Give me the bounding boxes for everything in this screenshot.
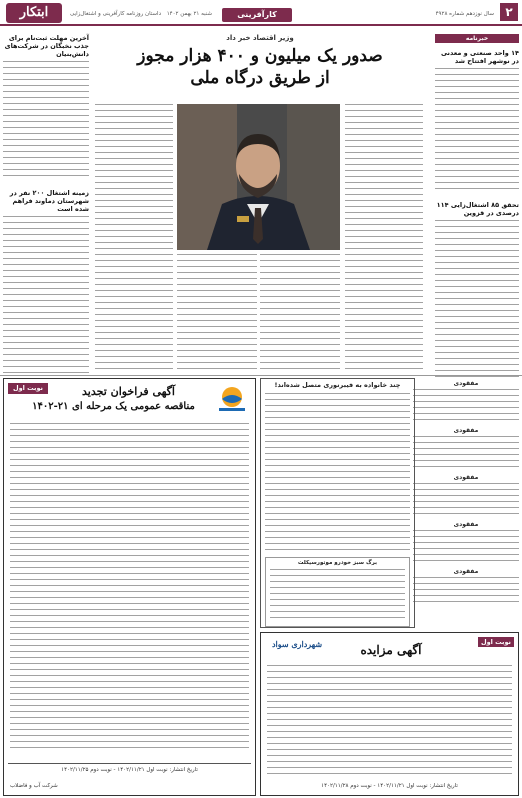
auction-date-line: تاریخ انتشار: نوبت اول ۱۴۰۲/۱۱/۲۱ - نوبت دوم ۱۴۰۲/۱۱/۲۸ (321, 783, 458, 789)
tender-badge: نوبت اول (8, 383, 48, 394)
notice-heading-2: مفقودی (453, 427, 479, 434)
page-header (0, 0, 522, 26)
issue-date: شنبه ۲۱ بهمن ۱۴۰۲ (166, 11, 212, 17)
lead-headline-line-2: از طریق درگاه ملی (190, 68, 330, 88)
left-story-2-body (3, 216, 89, 376)
tender-footer: شرکت آب و فاضلاب (10, 783, 58, 789)
lead-body-col-3 (177, 254, 257, 370)
left-story-1-body (3, 61, 89, 181)
minister-portrait (177, 104, 340, 250)
right-story-1-title: ۱۴ واحد صنعتی و معدنی در نوشهر افتتاح شد (440, 49, 519, 65)
fiber-story-body (265, 393, 410, 553)
water-company-logo-icon (215, 385, 249, 413)
column-label: خبرنامه (435, 34, 519, 43)
lead-headline-line-1: صدور یک میلیون و ۴۰۰ هزار مجوز (137, 46, 383, 66)
lead-body-col-2 (260, 254, 340, 370)
auction-badge: نوبت اول (478, 637, 514, 647)
right-story-2-body (435, 220, 519, 380)
issue-number: سال نوزدهم شماره ۴۹۲۸ (435, 11, 494, 17)
right-story-1-body (435, 68, 519, 193)
tender-title-2: مناقصه عمومی یک مرحله ای ۲۱-۱۴۰۲ (32, 401, 195, 412)
notice-body-4 (413, 530, 519, 562)
left-story-2-title: زمینه اشتغال ۲۰۰ نفر در شهرستان دماوند فراهم شده است (9, 189, 89, 213)
masthead-logo: ابتکار (6, 3, 62, 23)
left-news-column (3, 34, 89, 372)
tender-rule (8, 763, 251, 764)
tender-ad (3, 378, 256, 796)
fiber-story-box (260, 378, 415, 628)
notices-column (413, 380, 519, 632)
tender-logo (215, 385, 249, 413)
notice-body-2 (413, 436, 519, 468)
notice-heading-3: مفقودی (453, 474, 479, 481)
small-notice-box (265, 557, 410, 627)
notice-heading-1: مفقودی (453, 380, 479, 387)
fiber-story-title: چند خانواده به فیبرنوری متصل شده‌اند! (274, 381, 401, 389)
auction-org: شهرداری سواد (271, 639, 323, 649)
section-tag: کارآفرینی (222, 8, 292, 22)
auction-ad (260, 632, 519, 796)
notice-heading-5: مفقودی (453, 568, 479, 575)
left-story-1-title: آخرین مهلت ثبت‌نام برای جذب نخبگان در شرکت‌های دانش‌بنیان (4, 34, 89, 58)
auction-body (267, 665, 512, 777)
notice-heading-4: مفقودی (453, 521, 479, 528)
section-divider (0, 375, 522, 376)
right-story-2-title: تحقق ۸۵ اشتغال‌زایی ۱۱۴ درصدی در قزوین (436, 201, 519, 217)
tagline: داستان روزنامه کارآفرینی و اشتغال‌زایی (70, 11, 162, 17)
lead-body-col-4 (95, 104, 173, 370)
lead-photo (177, 104, 340, 250)
small-notice-title: برگ سبز خودرو موتورسیکلت (297, 560, 378, 566)
lead-body-col-1 (345, 104, 423, 370)
right-news-column (435, 34, 519, 372)
notice-body-1 (413, 389, 519, 421)
lead-kicker: وزیر اقتصاد خبر داد (226, 34, 294, 42)
auction-title: آگهی مزایده (360, 643, 422, 657)
tender-body (10, 423, 249, 753)
notice-body-5 (413, 577, 519, 607)
tender-date-line: تاریخ انتشار: نوبت اول ۱۴۰۲/۱۱/۲۱ - نوبت دوم ۱۴۰۲/۱۱/۲۵ (61, 767, 198, 773)
small-notice-body (270, 569, 405, 619)
page-number: ۲ (500, 3, 518, 21)
tender-title-1: آگهی فراخوان تجدید (82, 385, 175, 398)
notice-body-3 (413, 483, 519, 515)
